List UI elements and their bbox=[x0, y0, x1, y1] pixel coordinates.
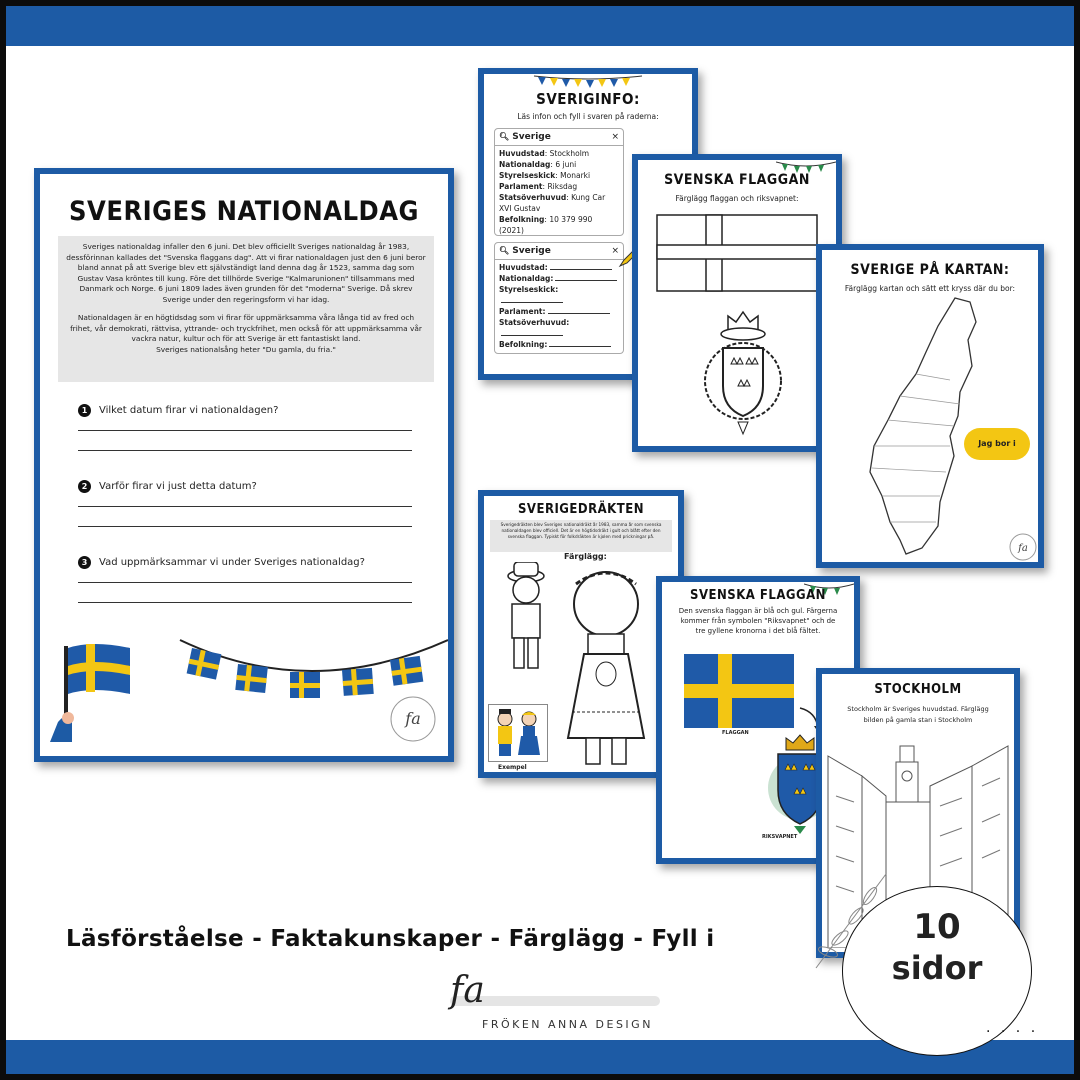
map-sheet bbox=[816, 244, 1044, 568]
info-row: Styrelseskick: Monarki bbox=[499, 171, 591, 180]
question-2 bbox=[78, 480, 257, 493]
search-icon: 🔍︎ bbox=[499, 246, 510, 255]
info-row: Nationaldag: 6 juni bbox=[499, 160, 577, 169]
blank-row[interactable]: Befolkning: bbox=[499, 339, 619, 350]
flag-coloring-sheet bbox=[632, 154, 842, 452]
swedish-flag bbox=[684, 654, 794, 728]
answer-line[interactable] bbox=[78, 430, 412, 431]
fa-logo-stamp bbox=[1008, 532, 1038, 562]
bunting-decoration bbox=[484, 74, 692, 88]
flag-info-title: SVENSKA FLAGGAN bbox=[690, 588, 826, 603]
flag-bunting-illustration bbox=[40, 622, 448, 742]
badge-dots: . . . . bbox=[986, 1020, 1039, 1036]
flag-coloring-title: SVENSKA FLAGGAN bbox=[664, 172, 810, 188]
answer-line[interactable] bbox=[78, 506, 412, 507]
info-card-filled bbox=[494, 128, 624, 236]
costume-text-box bbox=[490, 520, 672, 552]
info-row: Befolkning: 10 379 990 (2021) bbox=[499, 215, 593, 235]
example-thumbnail bbox=[488, 704, 548, 762]
costume-title: SVERIGEDRÄKTEN bbox=[517, 502, 644, 517]
info-row: Statsöverhuvud: Kung Car XVI Gustav bbox=[499, 193, 606, 213]
answer-line[interactable] bbox=[78, 526, 412, 527]
brand-name: FRÖKEN ANNA DESIGN bbox=[482, 1018, 653, 1031]
nationaldag-worksheet bbox=[34, 168, 454, 762]
coat-of-arms-outline[interactable] bbox=[698, 306, 788, 441]
question-number: 3 bbox=[78, 556, 91, 569]
blank-row[interactable]: Parlament: bbox=[499, 306, 619, 317]
info-row: Huvudstad: Stockholm bbox=[499, 149, 590, 158]
top-banner bbox=[0, 0, 1080, 46]
search-label: Sverige bbox=[512, 246, 551, 256]
stockholm-title: STOCKHOLM bbox=[874, 682, 962, 697]
answer-line[interactable] bbox=[78, 582, 412, 583]
map-title: SVERIGE PÅ KARTAN: bbox=[850, 262, 1010, 278]
stockholm-text: Stockholm är Sveriges huvudstad. Färglägg bilden på gamla stan i Stockholm bbox=[847, 705, 989, 724]
page-count-number: 10 bbox=[913, 907, 961, 947]
page-count-label: sidor bbox=[891, 949, 983, 987]
blank-row[interactable]: Nationaldag: bbox=[499, 273, 619, 284]
brand-monogram: fa bbox=[450, 970, 485, 1011]
blank-row[interactable]: Huvudstad: bbox=[499, 262, 619, 273]
answer-line[interactable] bbox=[78, 602, 412, 603]
close-icon[interactable]: × bbox=[611, 132, 619, 142]
question-text: Vilket datum firar vi nationaldagen? bbox=[99, 405, 279, 416]
svg-text:fa: fa bbox=[1018, 543, 1028, 554]
costume-text: Sverigedräkten blev Sveriges nationaldräkt år 1983, samma år som svenska nationaldagen blev officiell. Det är en högtidsdräkt i gult och blått efter den svenska flaggan. Typiskt för folkdräkten är kjolen med prickningar på. bbox=[500, 522, 662, 539]
reading-paragraph-1: Sveriges nationaldag infaller den 6 juni. Det blev officiellt Sveriges nationaldag år 1983, dessförinnan kallades det "Svenska flaggans dag". Att vi firar nationaldagen just den 6 juni beror bland annat på att Sverige blev ett självständigt land denna dag år 1523, samma dag som Gustav Vasa kröntes till kung. Före det tillhörde Sverige "Kalmarunionen" tillsammans med Danmark och Norge. 6 juni 1809 lades även grunden för det "moderna" Sverige. Då skrev Sverige under den regeringsform vi har idag. bbox=[66, 242, 426, 304]
question-number: 2 bbox=[78, 480, 91, 493]
colored-costume-example bbox=[489, 705, 547, 761]
flag-outline[interactable] bbox=[656, 214, 818, 292]
blank-row[interactable]: Statsöverhuvud: bbox=[499, 317, 619, 339]
location-marker: Jag bor i bbox=[964, 428, 1030, 460]
reading-paragraph-3: Sveriges nationalsång heter "Du gamla, du fria." bbox=[156, 344, 336, 354]
question-text: Varför firar vi just detta datum? bbox=[99, 481, 257, 492]
search-icon: 🔍︎ bbox=[499, 132, 510, 141]
right-frame-edge bbox=[1074, 0, 1080, 1080]
arms-caption: RIKSVAPNET bbox=[762, 834, 798, 840]
costume-sheet bbox=[478, 490, 684, 778]
info-row: Parlament: Riksdag bbox=[499, 182, 578, 191]
reading-paragraph-2: Nationaldagen är en högtidsdag som vi firar för uppmärksamma våra långa tid av fred och frihet, vår demokrati, rättvisa, yttrande- och tryckfrihet, men också för att uppmärksamma vår vackra natur, kultur och för att Sverige är ett fantastiskt land. bbox=[70, 313, 422, 343]
info-card-blank bbox=[494, 242, 624, 354]
flag-caption: FLAGGAN bbox=[722, 730, 749, 736]
info-rows bbox=[495, 146, 623, 238]
blank-rows bbox=[495, 260, 623, 352]
close-icon[interactable]: × bbox=[611, 246, 619, 256]
color-label: Färglägg: bbox=[564, 552, 607, 561]
flag-info-text: Den svenska flaggan är blå och gul. Färgerna kommer från symbolen "Riksvapnet" och de tre gyllene kronorna i det blå fältet. bbox=[678, 607, 838, 635]
search-label: Sverige bbox=[512, 132, 551, 142]
sweden-map-outline[interactable] bbox=[860, 296, 1010, 558]
flag-coloring-subtitle: Färglägg flaggan och riksvapnet: bbox=[675, 194, 799, 203]
brand-logo bbox=[430, 970, 670, 1036]
info-card-header bbox=[495, 129, 623, 146]
fa-logo-stamp bbox=[388, 694, 438, 744]
svg-text:fa: fa bbox=[405, 709, 421, 728]
answer-line[interactable] bbox=[78, 450, 412, 451]
example-label: Exempel bbox=[498, 764, 527, 771]
info-card-header bbox=[495, 243, 623, 260]
blank-row[interactable]: Styrelseskick: bbox=[499, 284, 619, 306]
sveriginfo-subtitle: Läs infon och fyll i svaren på raderna: bbox=[517, 112, 659, 121]
left-frame-edge bbox=[0, 0, 6, 1080]
reading-text-box bbox=[58, 236, 434, 382]
question-1 bbox=[78, 404, 278, 417]
worksheet-title: SVERIGES NATIONALDAG bbox=[69, 196, 419, 227]
tagline: Läsförståelse - Faktakunskaper - Färglägg - Fyll i bbox=[66, 926, 715, 952]
map-subtitle: Färglägg kartan och sätt ett kryss där du bor: bbox=[844, 284, 1016, 293]
question-text: Vad uppmärksammar vi under Sveriges nationaldag? bbox=[99, 557, 365, 568]
sveriginfo-title: SVERIGINFO: bbox=[536, 90, 640, 108]
question-number: 1 bbox=[78, 404, 91, 417]
question-3 bbox=[78, 556, 365, 569]
